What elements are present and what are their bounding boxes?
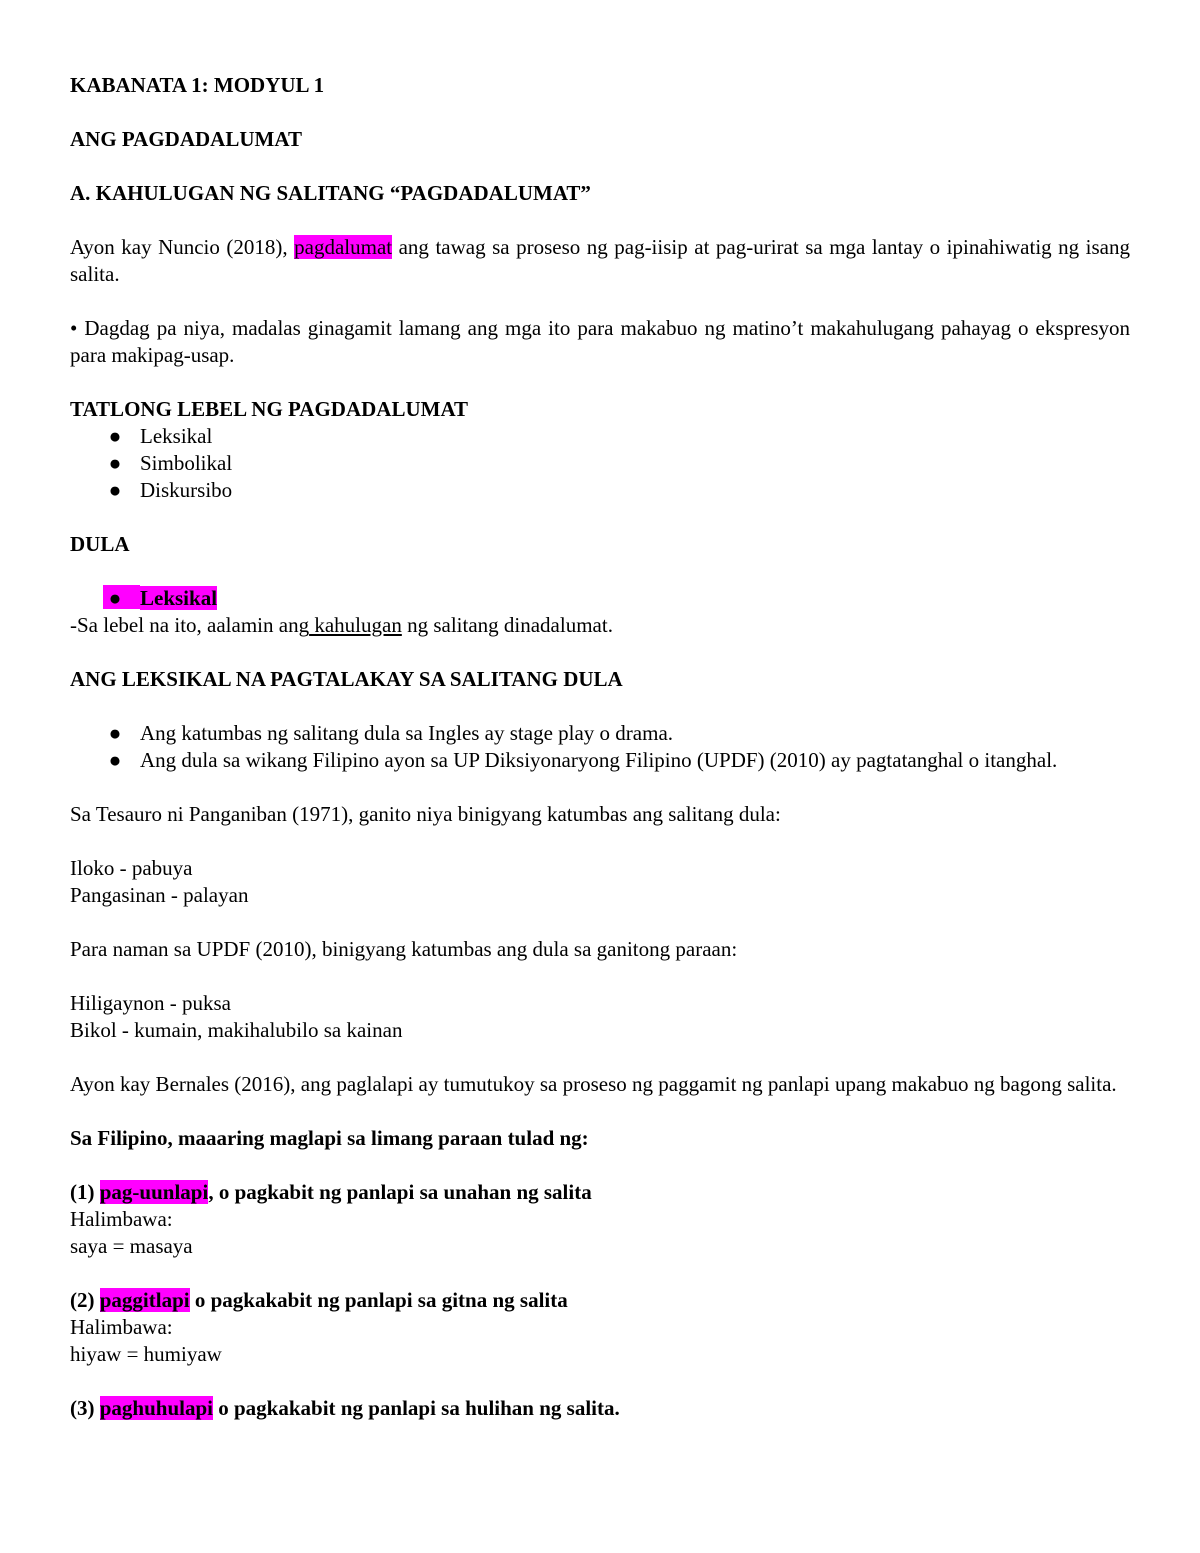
bullet-icon: ● <box>108 424 122 448</box>
dagdag-paragraph: • Dagdag pa niya, madalas ginagamit lamang ang mga ito para makabuo ng matino’t makahulugang pahayag o ekspresyon para makipag-usap. <box>70 316 1130 367</box>
item-number: (3) <box>70 1396 100 1420</box>
filipino-title: Sa Filipino, maaaring maglapi sa limang paraan tulad ng: <box>70 1126 589 1150</box>
updf-item: Bikol - kumain, makihalubilo sa kainan <box>70 1018 403 1042</box>
level-label: Diskursibo <box>140 478 233 502</box>
dula-point: Ang katumbas ng salitang dula sa Ingles ay stage play o drama. <box>140 721 674 745</box>
item-1-heading <box>70 1179 1130 1206</box>
list-item <box>70 450 1130 477</box>
document-page <box>70 72 1130 1422</box>
item-description: o pagkakabit ng panlapi sa gitna ng salita <box>189 1288 568 1312</box>
leksikal-list <box>70 585 1130 612</box>
example-label: Halimbawa: <box>70 1315 173 1339</box>
bullet-icon: ● <box>108 451 122 475</box>
highlighted-term: paghuhulapi <box>99 1396 213 1420</box>
leksikal-def-after: ng salitang dinadalumat. <box>401 613 613 637</box>
section-a-title: A. KAHULUGAN NG SALITANG “PAGDADALUMAT” <box>70 181 591 205</box>
chapter-title: KABANATA 1: MODYUL 1 <box>70 73 325 97</box>
bullet-icon: ● <box>108 478 122 502</box>
dula-points-list <box>70 720 1130 774</box>
item-number: (1) <box>70 1180 100 1204</box>
nuncio-text-before: Ayon kay Nuncio (2018), <box>70 235 295 259</box>
item-2-heading <box>70 1287 1130 1314</box>
list-item <box>70 585 1130 612</box>
example-label: Halimbawa: <box>70 1207 173 1231</box>
item-description: , o pagkabit ng panlapi sa unahan ng salita <box>208 1180 592 1204</box>
leksikal-label: Leksikal <box>140 586 218 610</box>
nuncio-paragraph <box>70 234 1130 288</box>
highlighted-term: pag-uunlapi <box>99 1180 209 1204</box>
levels-title: TATLONG LEBEL NG PAGDADALUMAT <box>70 397 469 421</box>
main-title: ANG PAGDADALUMAT <box>70 127 302 151</box>
dula-point: Ang dula sa wikang Filipino ayon sa UP Diksiyonaryong Filipino (UPDF) (2010) ay pagtatanghal o itanghal. <box>140 748 1058 772</box>
leksikal-def-underlined: kahulugan <box>309 613 402 637</box>
tesauro-item: Pangasinan - palayan <box>70 883 249 907</box>
bullet-icon: ● <box>108 721 122 745</box>
list-item <box>70 477 1130 504</box>
example-text: hiyaw = humiyaw <box>70 1342 222 1366</box>
highlighted-term-pagdalumat: pagdalumat <box>294 235 393 259</box>
bullet-icon: ● <box>108 586 122 610</box>
bullet-icon: ● <box>108 748 122 772</box>
level-label: Simbolikal <box>140 451 233 475</box>
levels-list <box>70 423 1130 504</box>
highlighted-term: paggitlapi <box>99 1288 190 1312</box>
updf-item: Hiligaynon - puksa <box>70 991 231 1015</box>
updf-intro: Para naman sa UPDF (2010), binigyang katumbas ang dula sa ganitong paraan: <box>70 937 738 961</box>
nuncio-text-after: ang tawag sa proseso ng pag-iisip at pag-urirat sa mga lantay o ipinahiwatig ng isang salita. <box>70 235 1130 286</box>
list-item <box>70 423 1130 450</box>
level-label: Leksikal <box>140 424 213 448</box>
dula-title: DULA <box>70 532 130 556</box>
example-text: saya = masaya <box>70 1234 193 1258</box>
leksikal-def-before: -Sa lebel na ito, aalamin ang <box>70 613 310 637</box>
item-number: (2) <box>70 1288 100 1312</box>
highlighted-bullet <box>103 585 140 609</box>
leksikal-section-title: ANG LEKSIKAL NA PAGTALAKAY SA SALITANG DULA <box>70 667 623 691</box>
item-description: o pagkakabit ng panlapi sa hulihan ng salita. <box>213 1396 620 1420</box>
tesauro-intro: Sa Tesauro ni Panganiban (1971), ganito niya binigyang katumbas ang salitang dula: <box>70 802 781 826</box>
list-item <box>70 720 1130 747</box>
bernales-paragraph: Ayon kay Bernales (2016), ang paglalapi ay tumutukoy sa proseso ng paggamit ng panlapi upang makabuo ng bagong salita. <box>70 1072 1117 1096</box>
item-3-heading <box>70 1395 1130 1422</box>
leksikal-definition <box>70 612 1130 639</box>
tesauro-item: Iloko - pabuya <box>70 856 193 880</box>
list-item <box>70 747 1130 774</box>
